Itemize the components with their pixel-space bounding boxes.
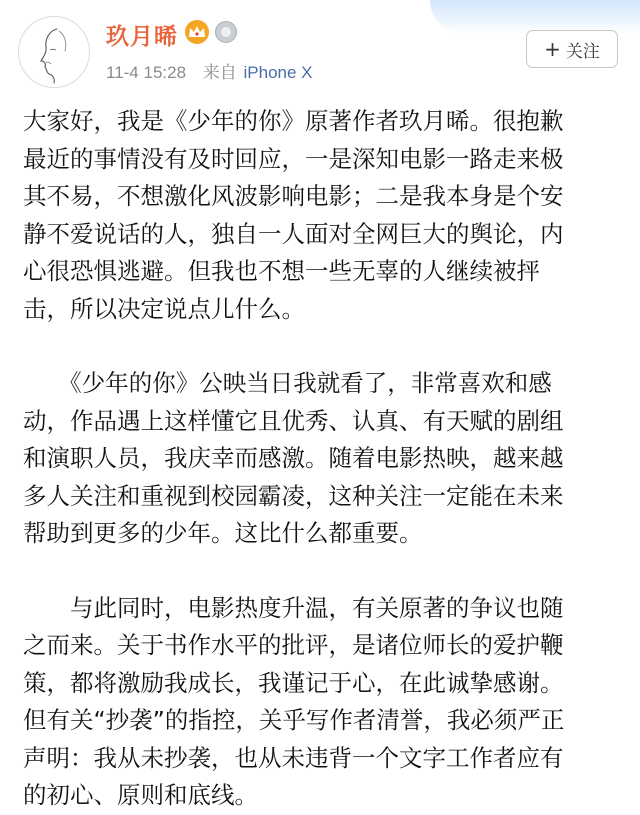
post-header	[0, 0, 640, 96]
author-name[interactable]: 玖月晞	[106, 24, 178, 50]
text-line: 与此同时，电影热度升温，有关原著的争议也随	[23, 593, 564, 622]
post-meta	[106, 58, 313, 83]
text-line: 心很恐惧逃避。但我也不想一些无辜的人继续被抨	[23, 257, 540, 285]
medal-icon[interactable]	[215, 21, 237, 43]
follow-button[interactable]	[526, 30, 618, 68]
text-line: 击，所以决定说点儿什么。	[23, 294, 305, 323]
text-line: 大家好，我是《少年的你》原著作者玖月晞。很抱歉	[23, 107, 564, 135]
text-line: 但有关“抄袭”的指控，关乎写作者清誉，我必须严正	[23, 706, 565, 734]
avatar[interactable]	[18, 16, 90, 88]
text-line: 其不易，不想激化风波影响电影；二是我本身是个安	[23, 182, 564, 210]
text-line: 多人关注和重视到校园霸凌，这种关注一定能在未来	[23, 481, 564, 510]
text-line: 《少年的你》公映当日我就看了，非常喜欢和感	[23, 369, 552, 397]
post-content	[23, 103, 623, 815]
post-source-label: 来自	[202, 63, 237, 82]
plus-icon: +	[544, 37, 561, 61]
header-decoration	[430, 0, 640, 34]
author-badges	[185, 20, 237, 44]
follow-button-label: 关注	[565, 41, 600, 62]
text-line: 最近的事情没有及时回应，一是深知电影一路走来极	[23, 144, 564, 173]
crown-vip-icon[interactable]	[185, 20, 209, 44]
text-line: 静不爱说话的人，独自一人面对全网巨大的舆论，内	[23, 219, 564, 248]
paragraph	[23, 365, 623, 553]
text-line: 之而来。关于书作水平的批评，是诸位师长的爱护鞭	[23, 631, 564, 659]
text-line: 和演职人员，我庆幸而感激。随着电影热映，越来越	[23, 444, 564, 472]
text-line: 的初心、原则和底线。	[23, 781, 258, 809]
post-timestamp: 11-4 15:28	[106, 63, 187, 82]
paragraph	[23, 590, 623, 815]
paragraph	[23, 103, 623, 328]
text-line: 帮助到更多的少年。这比什么都重要。	[23, 519, 423, 547]
text-line: 动，作品遇上这样懂它且优秀、认真、有天赋的剧组	[23, 406, 564, 435]
avatar-sketch-icon	[19, 17, 89, 87]
text-line: 声明：我从未抄袭，也从未违背一个文字工作者应有	[23, 743, 564, 772]
text-line: 策，都将激励我成长，我谨记于心，在此诚挚感谢。	[23, 668, 564, 697]
post-source-device[interactable]: iPhone X	[243, 63, 313, 82]
